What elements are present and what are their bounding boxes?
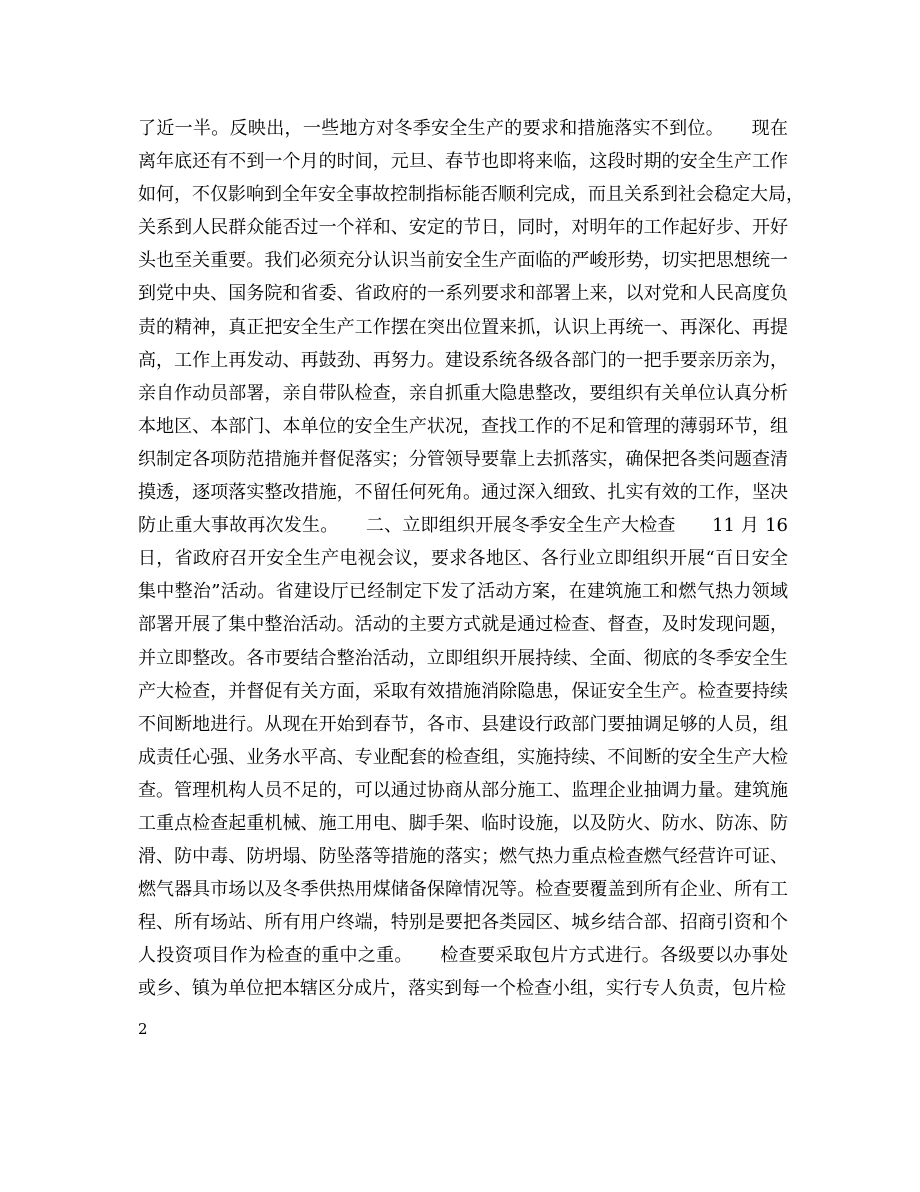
text-line: 滑、防中毒、防坍塌、防坠落等措施的落实；燃气热力重点检查燃气经营许可证、 xyxy=(138,846,788,868)
text-line: 了近一半。反映出，一些地方对冬季安全生产的要求和措施落实不到位。 现在 xyxy=(138,118,788,139)
text-line: 关系到人民群众能否过一个祥和、安定的节日，同时，对明年的工作起好步、开好 xyxy=(138,217,788,239)
text-line: 摸透，逐项落实整改措施，不留任何死角。通过深入细致、扎实有效的工作，坚决 xyxy=(138,482,788,504)
text-line: 离年底还有不到一个月的时间，元旦、春节也即将来临，这段时期的安全生产工作 xyxy=(138,151,788,173)
text-line: 日，省政府召开安全生产电视会议，要求各地区、各行业立即组织开展“百日安全 xyxy=(138,548,788,570)
text-line: 并立即整改。各市要结合整治活动，立即组织开展持续、全面、彻底的冬季安全生 xyxy=(138,647,788,669)
text-line: 到党中央、国务院和省委、省政府的一系列要求和部署上来，以对党和人民高度负 xyxy=(138,283,788,305)
text-line: 集中整治”活动。省建设厅已经制定下发了活动方案，在建筑施工和燃气热力领域 xyxy=(138,581,788,603)
text-line: 燃气器具市场以及冬季供热用煤储备保障情况等。检查要覆盖到所有企业、所有工 xyxy=(138,879,788,901)
text-line: 防止重大事故再次发生。 二、立即组织开展冬季安全生产大检查 11 月 16 xyxy=(138,515,788,537)
text-line: 本地区、本部门、本单位的安全生产状况，查找工作的不足和管理的薄弱环节，组 xyxy=(138,415,788,437)
text-line: 不间断地进行。从现在开始到春节，各市、县建设行政部门要抽调足够的人员，组 xyxy=(138,713,788,735)
text-line: 高，工作上再发动、再鼓劲、再努力。建设系统各级各部门的一把手要亲历亲为， xyxy=(138,349,788,371)
text-line: 亲自作动员部署，亲自带队检查，亲自抓重大隐患整改，要组织有关单位认真分析 xyxy=(138,382,788,404)
text-line: 责的精神，真正把安全生产工作摆在突出位置来抓，认识上再统一、再深化、再提 xyxy=(138,316,788,338)
text-line: 人投资项目作为检查的重中之重。 检查要采取包片方式进行。各级要以办事处 xyxy=(138,945,788,967)
text-line: 成责任心强、业务水平高、专业配套的检查组，实施持续、不间断的安全生产大检 xyxy=(138,746,788,768)
text-line: 或乡、镇为单位把本辖区分成片，落实到每一个检查小组，实行专人负责，包片检 xyxy=(138,978,786,1000)
body-text xyxy=(138,112,804,1006)
text-line: 产大检查，并督促有关方面，采取有效措施消除隐患，保证安全生产。检查要持续 xyxy=(138,680,788,702)
page-number: 2 xyxy=(138,1020,148,1038)
text-line: 查。管理机构人员不足的，可以通过协商从部分施工、监理企业抽调力量。建筑施 xyxy=(138,779,788,801)
text-line: 如何，不仅影响到全年安全事故控制指标能否顺利完成，而且关系到社会稳定大局， xyxy=(138,184,804,206)
text-line: 部署开展了集中整治活动。活动的主要方式就是通过检查、督查，及时发现问题， xyxy=(138,614,788,636)
text-line: 工重点检查起重机械、施工用电、脚手架、临时设施，以及防火、防水、防冻、防 xyxy=(138,812,788,834)
text-line: 程、所有场站、所有用户终端，特别是要把各类园区、城乡结合部、招商引资和个 xyxy=(138,912,788,934)
text-line: 织制定各项防范措施并督促落实；分管领导要靠上去抓落实，确保把各类问题查清 xyxy=(138,448,788,470)
text-line: 头也至关重要。我们必须充分认识当前安全生产面临的严峻形势，切实把思想统一 xyxy=(138,250,788,272)
